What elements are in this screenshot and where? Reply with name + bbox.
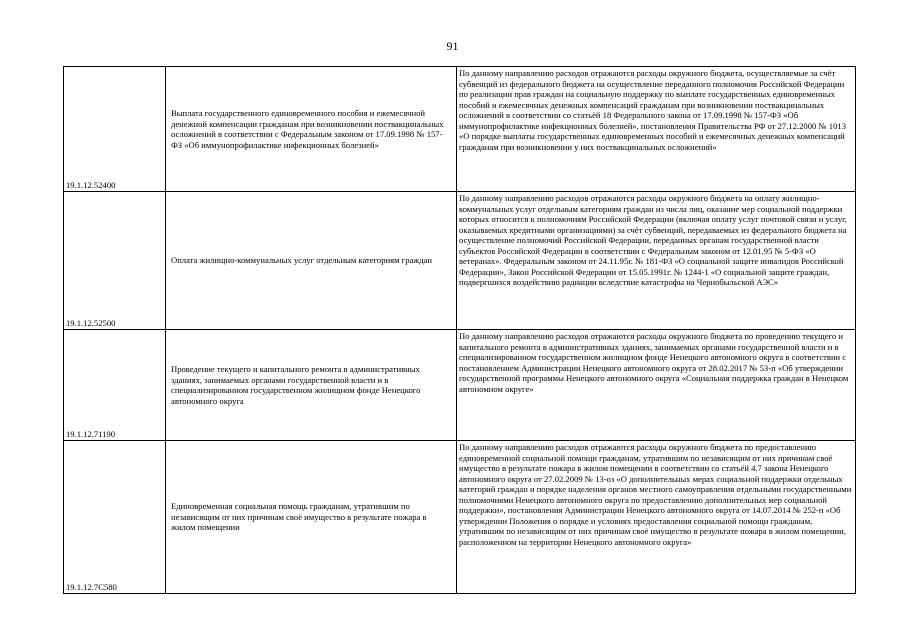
expense-code-cell: 19.1.12.52500 <box>64 192 166 330</box>
table-row <box>64 67 856 192</box>
table-row <box>64 441 856 594</box>
expense-code-cell: 19.1.12.7С580 <box>64 441 166 594</box>
budget-classification-table <box>63 66 856 594</box>
expense-code-cell: 19.1.12.71190 <box>64 330 166 441</box>
expense-name-cell: Проведение текущего и капитального ремонта в административных зданиях, занимаемых органами государственной власти и в специализированном государственном жилищном фонде Ненецкого автономного округа <box>166 330 457 441</box>
expense-name-cell: Единовременная социальная помощь гражданам, утратившим по независящим от них причинам своё имущество в результате пожара в жилом помещении <box>166 441 457 594</box>
expense-description-cell: По данному направлению расходов отражаются расходы окружного бюджета, осуществляемые за счёт субвенций из федерального бюджета на осуществление переданного полномочия Российской Федерации по реализации прав граждан на социальную поддержку по выплате государственных единовременных пособий и ежемесячных денежных компенсаций гражданам при возникновении поствакцинальных осложнений в соответствии со статьёй 18 Федерального закона от 17.09.1998 № 157-ФЗ «Об иммунопрофилактике инфекционных болезней», постановления Правительства РФ от 27.12.2000 № 1013 «О порядке выплаты государственных единовременных пособий и ежемесячных денежных компенсаций гражданам при возникновении у них поствакцинальных осложнений» <box>457 67 856 192</box>
page-number: 91 <box>446 39 459 53</box>
expense-description-cell: По данному направлению расходов отражаются расходы окружного бюджета по предоставлению единовременной социальной помощи гражданам, утратившим по независящим от них причинам своё имущество в результате пожара в жилом помещении в соответствии со статьёй 4.7 закона Ненецкого автономного округа от 27.02.2009 № 13-оз «О дополнительных мерах социальной поддержки отдельных категорий граждан и порядке наделения органов местного самоуправления отдельными государственными полномочиями Ненецкого автономного округа по предоставлению дополнительных мер социальной поддержки», постановления Администрации Ненецкого автономного округа от 14.07.2014 № 252-п «Об утверждении Положения о порядке и условиях предоставления социальной помощи гражданам, утратившим по независящим от них причинам своё имущество в результате пожара в жилом помещении, расположенном на территории Ненецкого автономного округа» <box>457 441 856 594</box>
expense-description-cell: По данному направлению расходов отражаются расходы окружного бюджета по проведению текущего и капитального ремонта в административных зданиях, занимаемых органами государственной власти и в специализированном государственном жилищном фонде Ненецкого автономного округа в соответствии с постановлением Администрации Ненецкого автономного округа от 28.02.2017 № 53-п «Об утверждении государственной программы Ненецкого автономного округа «Социальная поддержка граждан в Ненецком автономном округе» <box>457 330 856 441</box>
expense-name-cell: Выплата государственного единовременного пособия и ежемесячной денежной компенсации гражданам при возникновении поствакцинальных осложнений в соответствии с Федеральным законом от 17.09.1998 № 157-ФЗ «Об иммунопрофилактике инфекционных болезней» <box>166 67 457 192</box>
table-row <box>64 192 856 330</box>
table-row <box>64 330 856 441</box>
expense-code-cell: 19.1.12.52400 <box>64 67 166 192</box>
expense-name-cell: Оплата жилищно-коммунальных услуг отдельным категориям граждан <box>166 192 457 330</box>
expense-description-cell: По данному направлению расходов отражаются расходы окружного бюджета на оплату жилищно-коммунальных услуг отдельным категориям граждан из числа лиц, оказание мер социальной поддержки которых относится к полномочиям Российской Федерации (включая оплату услуг почтовой связи и услуг, оказываемых кредитными организациями) за счёт субвенций, передаваемых из федерального бюджета на осуществление полномочий Российской Федерации, переданных органам государственной власти субъектов Российской Федерации в соответствии с Федеральным законом от 12.01.95 № 5-ФЗ «О ветеранах». Федеральным законом от 24.11.95г. № 181-ФЗ «О социальной защите инвалидов Российской Федерации», Закон Российской Федерации от 15.05.1991г. № 1244-1 «О социальной защите граждан, подвергшихся воздействию радиации вследствие катастрофы на Чернобыльской АЭС» <box>457 192 856 330</box>
